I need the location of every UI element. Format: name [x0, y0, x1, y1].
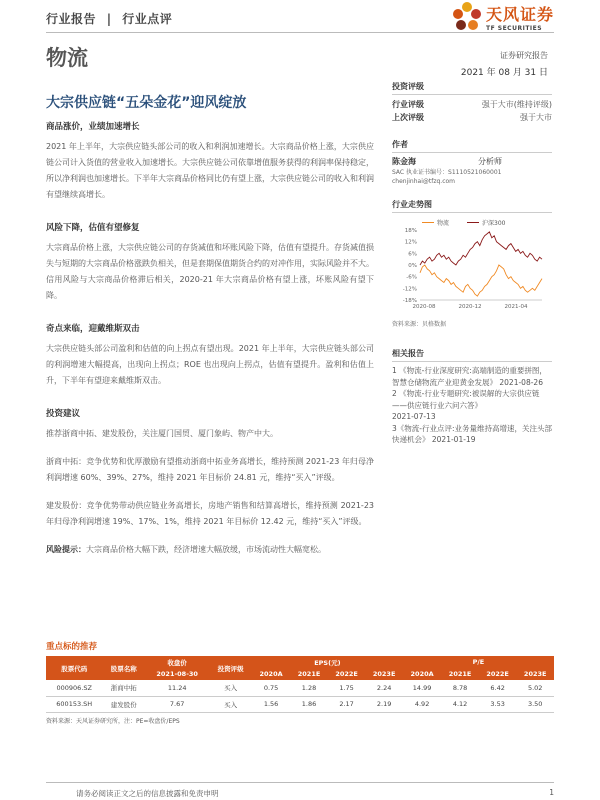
col-header-year: 2022E [328, 668, 366, 680]
stock-recommendation-table [46, 656, 554, 713]
risk-warning [46, 542, 374, 558]
page-number: 1 [549, 788, 554, 797]
subcategory-label: 行业点评 [122, 12, 173, 26]
risk-text: 大宗商品价格大幅下跌，经济增速大幅放缓，市场流动性大幅宽松。 [86, 545, 326, 554]
table-cell: 8.78 [441, 680, 479, 696]
table-cell: 0.75 [252, 680, 290, 696]
author-name: 陈金海 [392, 157, 416, 166]
rating-key: 行业评级 [392, 100, 424, 109]
section-paragraph: 大宗商品价格上涨，大宗供应链公司的存货减值和坏账风险下降，估值有望提升。存货减值损失与短期的大宗商品价格涨跌负相关，但是套期保值期货合约的对冲作用，实际风险并不大。信用风险与大宗商品价格滞后相关，2020-21 年大宗商品价格有望上涨，坏账风险有望下降。 [46, 243, 374, 300]
related-date: 2021-01-19 [431, 435, 476, 444]
table-cell: 3.53 [479, 696, 517, 712]
rating-heading: 投资评级 [392, 80, 552, 95]
rating-row [392, 111, 552, 124]
table-row [46, 696, 554, 712]
col-header-eps: EPS(元) [252, 656, 403, 668]
report-headline: 大宗供应链“五朵金花”迎风绽放 [46, 95, 247, 111]
col-header-year: 2023E [516, 668, 554, 680]
table-cell: 建发股份 [102, 696, 144, 712]
table-cell: 1.75 [328, 680, 366, 696]
section-2 [46, 221, 374, 304]
table-cell: 2.24 [365, 680, 403, 696]
y-tick-label: 12% [404, 239, 417, 246]
chart-legend [422, 218, 505, 227]
col-header-year: 2021E [441, 668, 479, 680]
table-cell: 000906.SZ [46, 680, 102, 696]
table-cell: 2.17 [328, 696, 366, 712]
table-cell: 6.42 [479, 680, 517, 696]
section-paragraph: 推荐浙商中拓、建发股份，关注厦门国贸、厦门象屿、物产中大。 [46, 429, 278, 438]
col-header-year: 2021E [290, 668, 328, 680]
author-email[interactable]: chenjinhai@tfzq.com [392, 178, 456, 185]
col-header-code: 股票代码 [46, 656, 102, 680]
rating-value: 强于大市(维持评级) [481, 100, 552, 109]
logo-cn-text: 天风证券 [485, 5, 554, 24]
risk-label: 风险提示： [46, 545, 86, 554]
category-separator: | [106, 12, 112, 26]
section-4 [46, 407, 374, 530]
x-tick-label: 2020-08 [412, 304, 436, 310]
section-paragraph: 2021 年上半年，大宗供应链头部公司的收入和利润加速增长。大宗商品价格上涨，大宗供应链公司计入货值的营业收入加速增长。大宗供应链公司依靠增值服务获得的利润率保持稳定，所以净利润也加速增长。下半年大宗商品价格同比仍有望上涨，大宗供应链公司的收入和利润有望继续高增长。 [46, 142, 374, 199]
col-header-year: 2022E [479, 668, 517, 680]
related-title[interactable]: 1 《物流-行业深度研究:高端制造的重要拼图，智慧仓储物流产业迎黄金发展》 [392, 366, 547, 387]
col-header-year: 2020A [403, 668, 441, 680]
table-cell: 600153.SH [46, 696, 102, 712]
table-cell: 7.67 [145, 696, 210, 712]
footer-divider [46, 782, 554, 783]
table-cell: 1.28 [290, 680, 328, 696]
table-title: 重点标的推荐 [46, 642, 98, 652]
author-row [392, 156, 552, 168]
legend-label: 物流 [437, 220, 450, 227]
section-paragraph: 大宗供应链头部公司盈利和估值的向上拐点有望出现。2021 年上半年，大宗供应链头部公司的利润增速大幅提高，出现向上拐点；ROE 也出现向上拐点，估值有望提升。盈利和估值上升，下半年有望迎来戴维斯双击。 [46, 344, 374, 385]
side-column [392, 80, 552, 446]
author-heading: 作者 [392, 138, 552, 153]
x-tick-label: 2020-12 [458, 304, 482, 310]
y-tick-label: 6% [408, 251, 417, 258]
legend-swatch-logistics [422, 222, 434, 224]
industry-trend-chart [392, 216, 552, 316]
footer-disclaimer: 请务必阅读正文之后的信息披露和免责申明 [76, 789, 219, 798]
category-label: 行业报告 [46, 12, 97, 26]
series-line-logistics [420, 265, 542, 296]
table-row [46, 680, 554, 696]
related-title[interactable]: 2 《物流-行业专题研究:被误解的大宗供应链——供应链行业六问六答》 [392, 389, 540, 410]
legend-item-hs300 [467, 218, 505, 227]
legend-item-logistics [422, 218, 449, 227]
chart-source: 资料来源：贝格数据 [392, 321, 447, 328]
x-tick-label: 2021-04 [504, 304, 528, 310]
section-3 [46, 322, 374, 389]
related-heading: 相关报告 [392, 347, 552, 362]
related-item[interactable] [392, 423, 552, 446]
industry-title: 物流 [46, 46, 88, 70]
table-cell: 买入 [209, 696, 251, 712]
related-title[interactable]: 3《物流-行业点评:业务量维持高增速，关注头部快递机会》 [392, 423, 553, 444]
table-note: 资料来源：天风证券研究所，注：PE=收盘价/EPS [46, 718, 180, 725]
header-divider [46, 32, 554, 33]
y-tick-label: -18% [402, 298, 417, 304]
section-heading: 投资建议 [46, 409, 81, 419]
table-cell: 4.92 [403, 696, 441, 712]
table-cell: 浙商中拓 [102, 680, 144, 696]
flower-logo-icon [452, 2, 482, 32]
table-cell: 1.56 [252, 696, 290, 712]
table-cell: 14.99 [403, 680, 441, 696]
col-header-rating: 投资评级 [209, 656, 251, 680]
col-header-year: 2020A [252, 668, 290, 680]
logo-en-text: TF SECURITIES [485, 25, 543, 32]
related-date: 2021-08-26 [499, 377, 543, 387]
y-tick-label: -6% [406, 274, 417, 281]
table-cell: 买入 [209, 680, 251, 696]
report-category [46, 10, 172, 27]
trend-chart-svg [392, 216, 552, 316]
report-type: 证券研究报告 [500, 51, 548, 60]
table-cell: 11.24 [145, 680, 210, 696]
trend-heading: 行业走势图 [392, 198, 552, 213]
col-header-pe: P/E [403, 656, 554, 668]
related-item[interactable] [392, 388, 552, 423]
table-cell: 1.86 [290, 696, 328, 712]
related-date: 2021-07-13 [392, 412, 436, 421]
section-1 [46, 120, 374, 203]
rating-value: 强于大市 [520, 113, 552, 122]
y-tick-label: -12% [402, 286, 417, 293]
section-heading: 奇点来临，迎戴维斯双击 [46, 324, 140, 334]
section-paragraph: 建发股份：竞争优势带动供应链业务高增长，房地产销售和结算高增长，维持预测 2021-23 年归母净利润增速 19%、17%、1%，维持 2021 年目标价 12.42 元，维持“买入”评级。 [46, 501, 374, 526]
main-column [46, 120, 374, 570]
legend-label: 沪深300 [482, 220, 506, 227]
col-header-year: 2023E [365, 668, 403, 680]
col-header-name: 股票名称 [102, 656, 144, 680]
table-cell: 3.50 [516, 696, 554, 712]
table-cell: 5.02 [516, 680, 554, 696]
report-date: 2021 年 08 月 31 日 [460, 68, 548, 78]
tf-securities-logo [452, 2, 554, 32]
rating-row [392, 98, 552, 111]
section-heading: 商品涨价，业绩加速增长 [46, 122, 140, 132]
legend-swatch-hs300 [467, 222, 479, 224]
table-cell: 4.12 [441, 696, 479, 712]
related-item[interactable] [392, 365, 552, 388]
author-sac: SAC 执业证书编号：S1110521060001 [392, 169, 502, 176]
rating-key: 上次评级 [392, 113, 424, 122]
table-cell: 2.19 [365, 696, 403, 712]
section-paragraph: 浙商中拓：竞争优势和优厚激励有望推动浙商中拓业务高增长，维持预测 2021-23 年归母净利润增速 60%、39%、27%，维持 2021 年目标价 24.81 元，维持“买入”评级。 [46, 457, 374, 482]
y-tick-label: 0% [408, 263, 417, 269]
col-header-close-date: 2021-08-30 [145, 668, 210, 680]
section-heading: 风险下降，估值有望修复 [46, 223, 140, 233]
col-header-close: 收盘价 [145, 656, 210, 668]
series-line-hs300 [420, 232, 542, 265]
y-tick-label: 18% [404, 228, 417, 234]
author-title: 分析师 [478, 157, 502, 166]
